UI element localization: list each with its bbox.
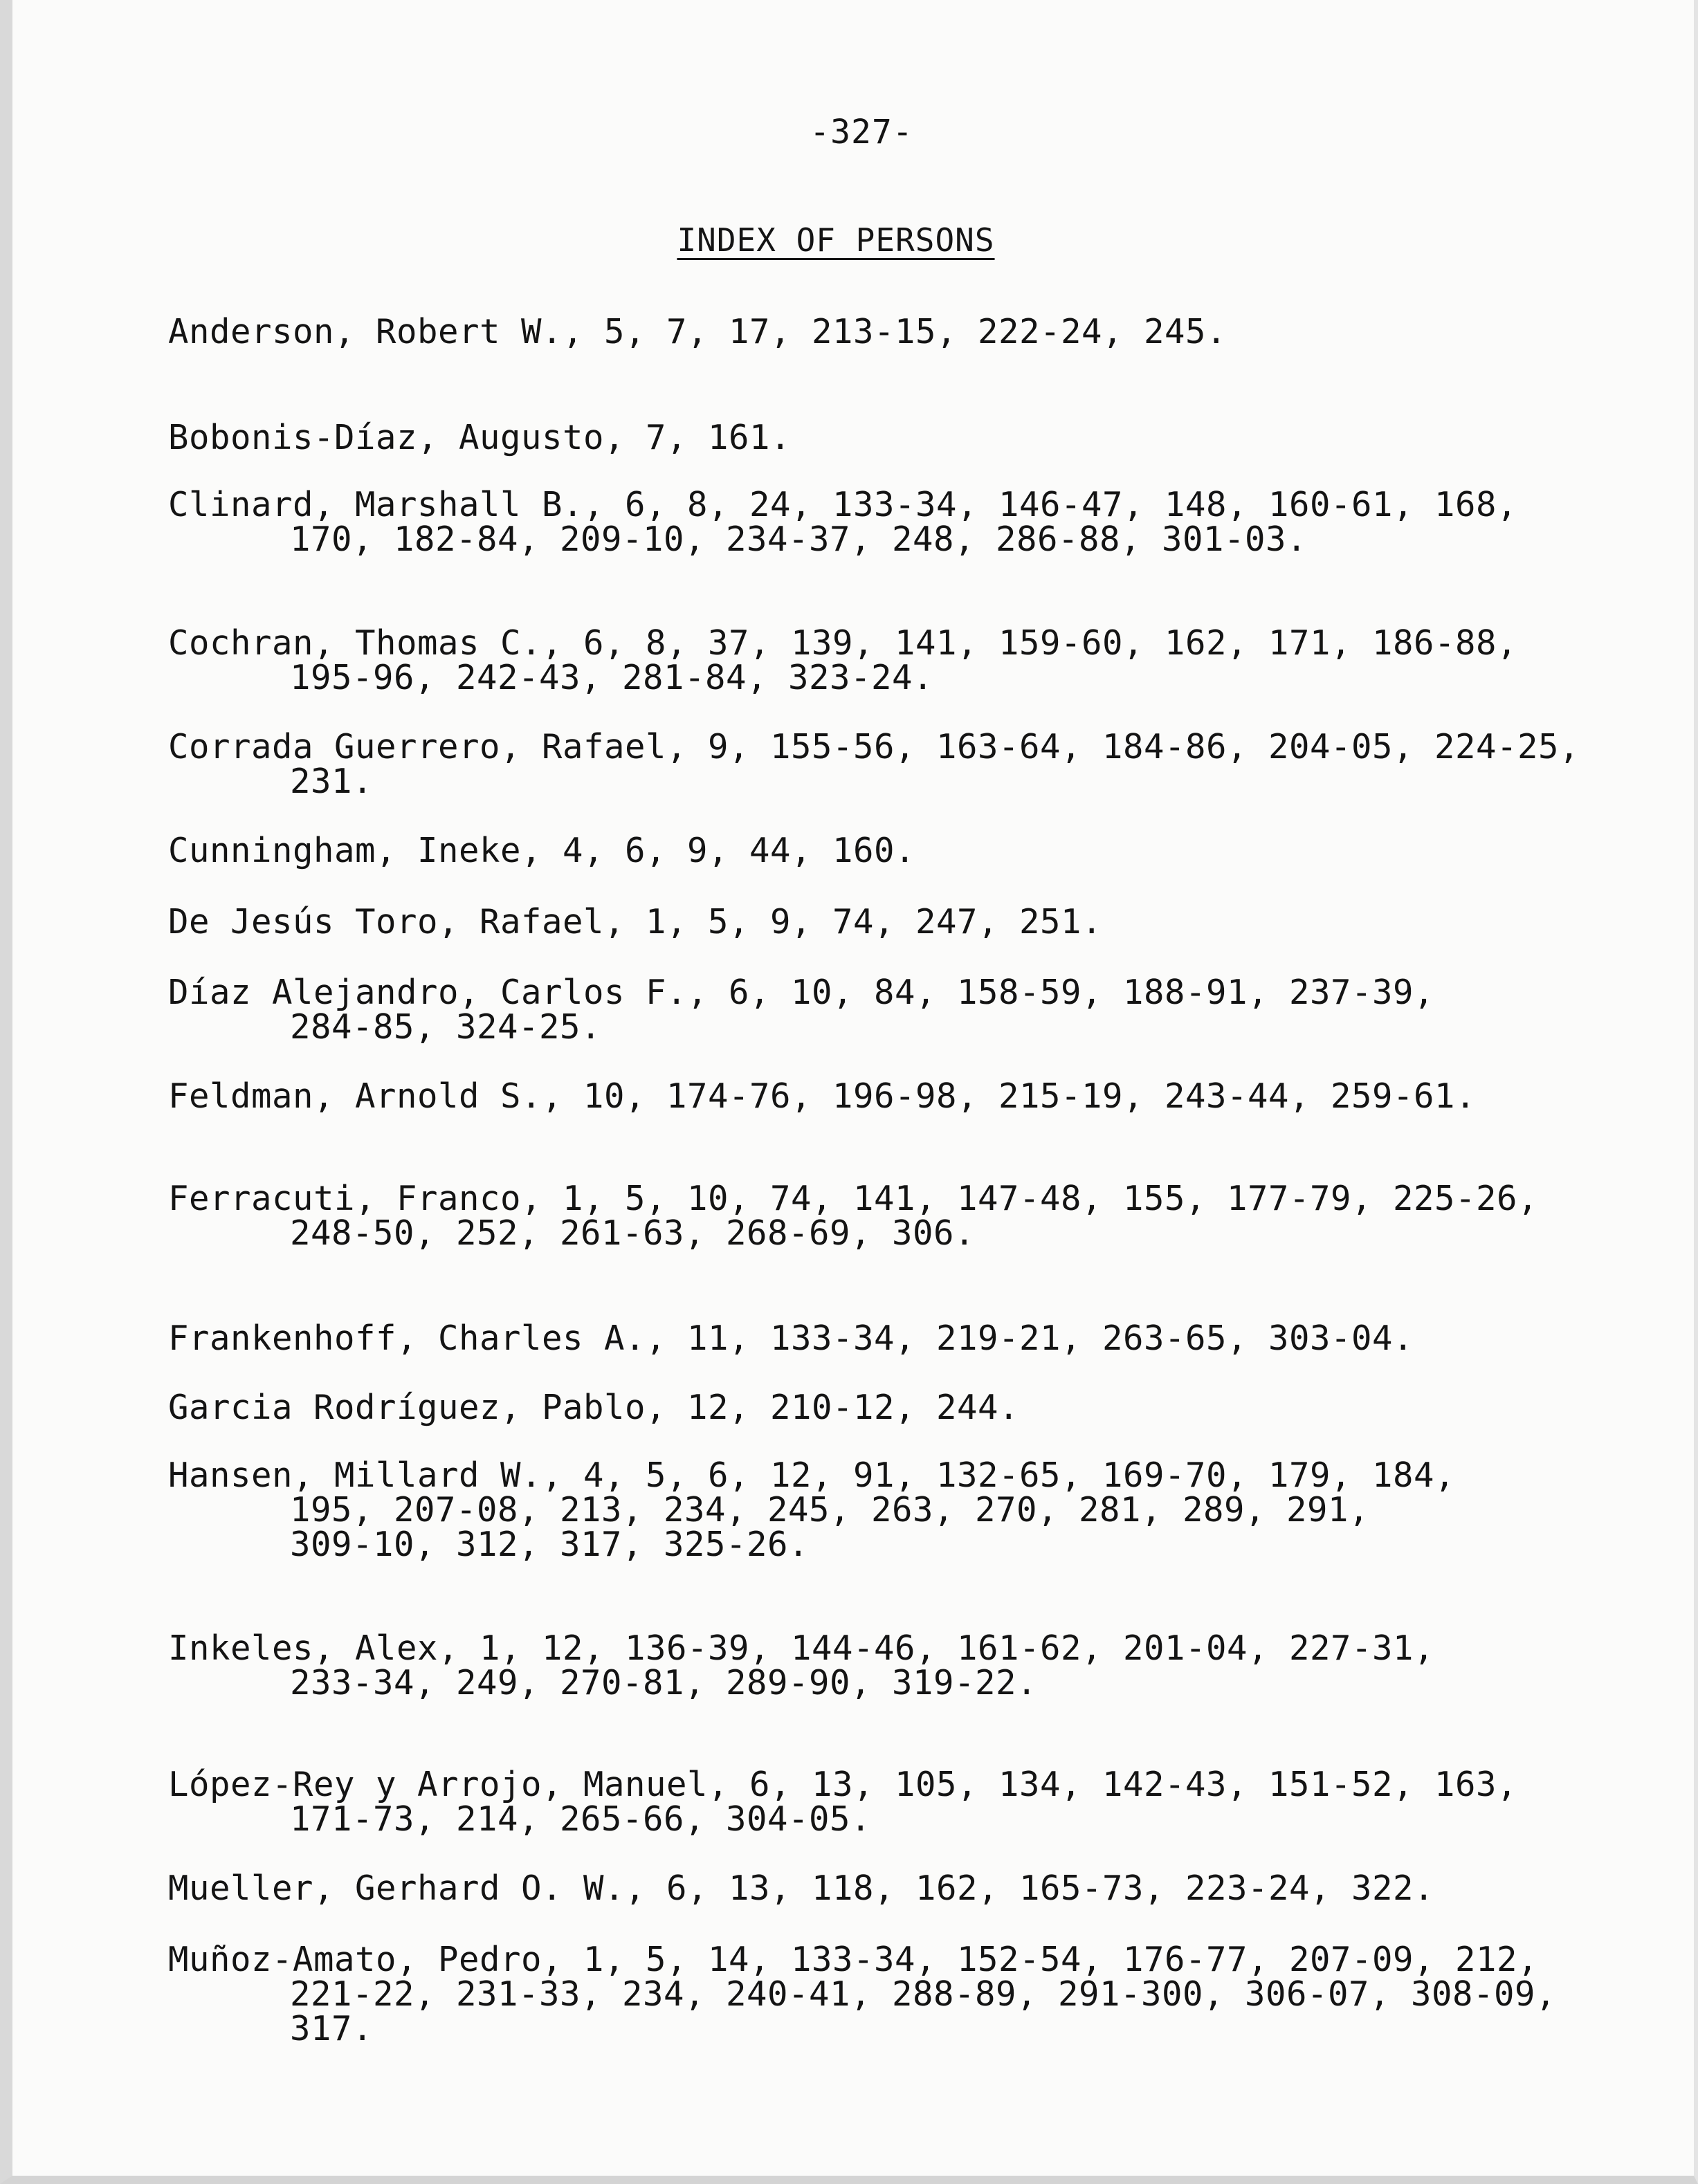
- index-entry-anderson: [168, 312, 1663, 351]
- entry-line: Clinard, Marshall B., 6, 8, 24, 133-34, 146-47, 148, 160-61, 168,: [168, 485, 1518, 524]
- index-entry-garcia-rodriguez: [168, 1388, 1663, 1427]
- entry-line: Mueller, Gerhard O. W., 6, 13, 118, 162, 165-73, 223-24, 322.: [168, 1869, 1435, 1908]
- index-entry-hansen: [168, 1458, 1663, 1562]
- entry-line: Díaz Alejandro, Carlos F., 6, 10, 84, 158-59, 188-91, 237-39,: [168, 973, 1435, 1012]
- index-entry-feldman: [168, 1076, 1663, 1116]
- index-entry-frankenhoff: [168, 1321, 1663, 1356]
- entry-line: Bobonis-Díaz, Augusto, 7, 161.: [168, 418, 792, 457]
- index-entry-bobonis-diaz: [168, 418, 1663, 457]
- entry-line-continued: 231.: [290, 762, 374, 801]
- entry-line: Garcia Rodríguez, Pablo, 12, 210-12, 244.: [168, 1388, 1020, 1427]
- page-number: -327-: [810, 113, 913, 152]
- index-entry-mueller: [168, 1871, 1663, 1906]
- entry-line-continued: 284-85, 324-25.: [290, 1007, 602, 1047]
- entry-line: López-Rey y Arrojo, Manuel, 6, 13, 105, 134, 142-43, 151-52, 163,: [168, 1765, 1518, 1804]
- entry-line: Hansen, Millard W., 4, 5, 6, 12, 91, 132-65, 169-70, 179, 184,: [168, 1456, 1456, 1495]
- entry-line: Frankenhoff, Charles A., 11, 133-34, 219-21, 263-65, 303-04.: [168, 1319, 1414, 1358]
- index-entry-cochran: [168, 623, 1663, 697]
- entry-line: De Jesús Toro, Rafael, 1, 5, 9, 74, 247, 251.: [168, 902, 1103, 942]
- entry-line: Anderson, Robert W., 5, 7, 17, 213-15, 222-24, 245.: [168, 312, 1227, 351]
- index-entry-clinard: [168, 485, 1663, 559]
- entry-line-continued: 195-96, 242-43, 281-84, 323-24.: [290, 658, 934, 697]
- entry-line-continued: 170, 182-84, 209-10, 234-37, 248, 286-88, 301-03.: [290, 520, 1308, 559]
- page-title-text: INDEX OF PERSONS: [677, 221, 995, 259]
- entry-line-continued: 248-50, 252, 261-63, 268-69, 306.: [290, 1213, 976, 1253]
- index-entry-de-jesus-toro: [168, 902, 1663, 942]
- entry-line-continued: 171-73, 214, 265-66, 304-05.: [290, 1799, 872, 1839]
- page-title: [12, 221, 1659, 259]
- entry-line: Ferracuti, Franco, 1, 5, 10, 74, 141, 147-48, 155, 177-79, 225-26,: [168, 1179, 1539, 1218]
- index-entry-inkeles: [168, 1628, 1663, 1703]
- entry-line-continued: 195, 207-08, 213, 234, 245, 263, 270, 281, 289, 291,: [290, 1490, 1370, 1530]
- entry-line: Feldman, Arnold S., 10, 174-76, 196-98, 215-19, 243-44, 259-61.: [168, 1076, 1477, 1116]
- entry-line-continued: 317.: [290, 2009, 374, 2048]
- entry-line-continued: 233-34, 249, 270-81, 289-90, 319-22.: [290, 1663, 1038, 1703]
- entry-line-continued: 221-22, 231-33, 234, 240-41, 288-89, 291-300, 306-07, 308-09,: [290, 1974, 1557, 2014]
- index-entry-diaz-alejandro: [168, 975, 1663, 1045]
- entry-line: Corrada Guerrero, Rafael, 9, 155-56, 163-64, 184-86, 204-05, 224-25,: [168, 727, 1580, 767]
- entry-line: Cochran, Thomas C., 6, 8, 37, 139, 141, 159-60, 162, 171, 186-88,: [168, 623, 1518, 663]
- entry-line: Muñoz-Amato, Pedro, 1, 5, 14, 133-34, 152-54, 176-77, 207-09, 212,: [168, 1940, 1539, 1979]
- index-entry-corrada-guerrero: [168, 727, 1663, 801]
- entry-line-continued: 309-10, 312, 317, 325-26.: [290, 1525, 810, 1564]
- index-entry-cunningham: [168, 831, 1663, 870]
- index-entry-lopez-rey-y-arrojo: [168, 1765, 1663, 1839]
- entry-line: Inkeles, Alex, 1, 12, 136-39, 144-46, 161-62, 201-04, 227-31,: [168, 1628, 1435, 1668]
- index-entry-munoz-amato: [168, 1940, 1663, 2048]
- index-entry-ferracuti: [168, 1179, 1663, 1253]
- entry-line: Cunningham, Ineke, 4, 6, 9, 44, 160.: [168, 831, 916, 870]
